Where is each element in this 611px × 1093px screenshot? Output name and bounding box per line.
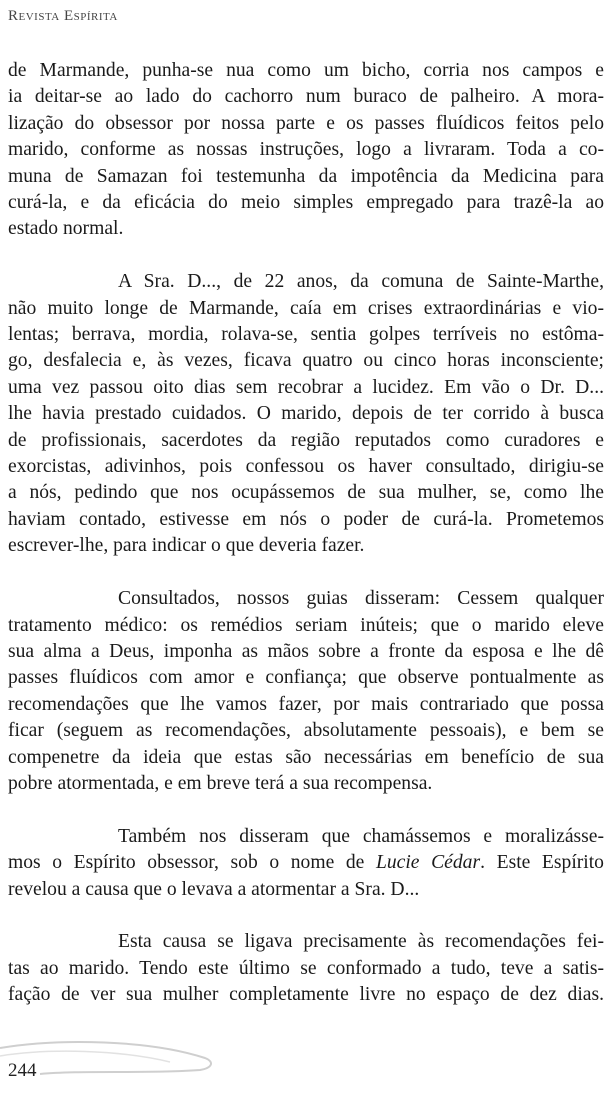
text-line: compenetre da ideia que estas são necessárias em benefício de sua: [8, 746, 604, 768]
text-line: mos o Espírito obsessor, sob o nome de Lucie Cédar. Este Espírito: [8, 852, 604, 874]
text-line: de Marmande, punha-se nua como um bicho, corria nos campos e: [8, 60, 604, 81]
text-line: não muito longe de Marmande, caía em crises extraordinárias e vio-: [8, 297, 604, 319]
paragraph: [8, 269, 604, 559]
text-line: escrever-lhe, para indicar o que deveria fazer.: [8, 535, 365, 557]
text-line: curá-la, e da eficácia do meio simples empregado para trazê-la ao: [8, 192, 604, 214]
paragraph: [8, 58, 604, 243]
text-line: tas ao marido. Tendo este último se conformado a tudo, teve a satis-: [8, 957, 604, 979]
text-line: a nós, pedindo que nos ocupássemos de sua mulher, se, como lhe: [8, 482, 604, 504]
paragraph: [8, 586, 604, 797]
text-line: A Sra. D..., de 22 anos, da comuna de Sainte-Marthe,: [118, 271, 604, 293]
text-line: lização do obsessor por nossa parte e os passes fluídicos feitos pelo: [8, 112, 604, 134]
spirit-name: Lucie Cédar: [375, 852, 481, 874]
text-line: pobre atormentada, e em breve terá a sua recompensa.: [8, 772, 433, 794]
text-line: go, desfalecia e, às vezes, ficava quatro ou cinco horas inconsciente;: [8, 350, 604, 372]
text-line: de profissionais, sacerdotes da região reputados como curadores e: [8, 429, 604, 451]
text-line: muna de Samazan foi testemunha da impotência da Medicina para: [8, 165, 604, 187]
body-text: [8, 58, 604, 1035]
text-line: sua alma a Deus, imponha as mãos sobre a fronte da esposa e lhe dê: [8, 640, 604, 662]
text-line: uma vez passou oito dias sem recobrar a lucidez. Em vão o Dr. D...: [8, 376, 604, 398]
text-line: recomendações que lhe vamos fazer, por mais contrariado que possa: [8, 693, 604, 715]
text-line: marido, conforme as nossas instruções, logo a livraram. Toda a co-: [8, 139, 604, 161]
text-line: ficar (seguem as recomendações, absolutamente pessoais), e bem se: [8, 720, 604, 742]
text-line: tratamento médico: os remédios seriam inúteis; que o marido eleve: [8, 614, 604, 636]
paragraph: [8, 929, 604, 1008]
text-line: fação de ver sua mulher completamente livre no espaço de dez dias.: [8, 984, 604, 1006]
text-line: passes fluídicos com amor e confiança; que observe pontualmente as: [8, 667, 604, 689]
text-line: lentas; berrava, mordia, rolava-se, sentia golpes terríveis no estôma-: [8, 324, 604, 346]
page-number: 244: [8, 1060, 37, 1081]
text-line: haviam contado, estivesse em nós o poder de curá-la. Prometemos: [8, 508, 604, 530]
text-line: Consultados, nossos guias disseram: Cessem qualquer: [118, 588, 604, 610]
text-line: estado normal.: [8, 218, 124, 240]
text-line: Esta causa se ligava precisamente às recomendações fei-: [118, 931, 604, 953]
text-line: lhe havia prestado cuidados. O marido, depois de ter corrido à busca: [8, 403, 604, 425]
text-line: exorcistas, adivinhos, pois confessou os haver consultado, dirigiu-se: [8, 456, 604, 478]
text-line: revelou a causa que o levava a atormentar a Sra. D...: [8, 878, 420, 900]
text-line: Também nos disseram que chamássemos e moralizásse-: [118, 825, 604, 847]
running-head: Revista Espírita: [8, 8, 118, 24]
paragraph: [8, 824, 604, 903]
text-line: ia deitar-se ao lado do cachorro num buraco de palheiro. A mora-: [8, 86, 604, 108]
